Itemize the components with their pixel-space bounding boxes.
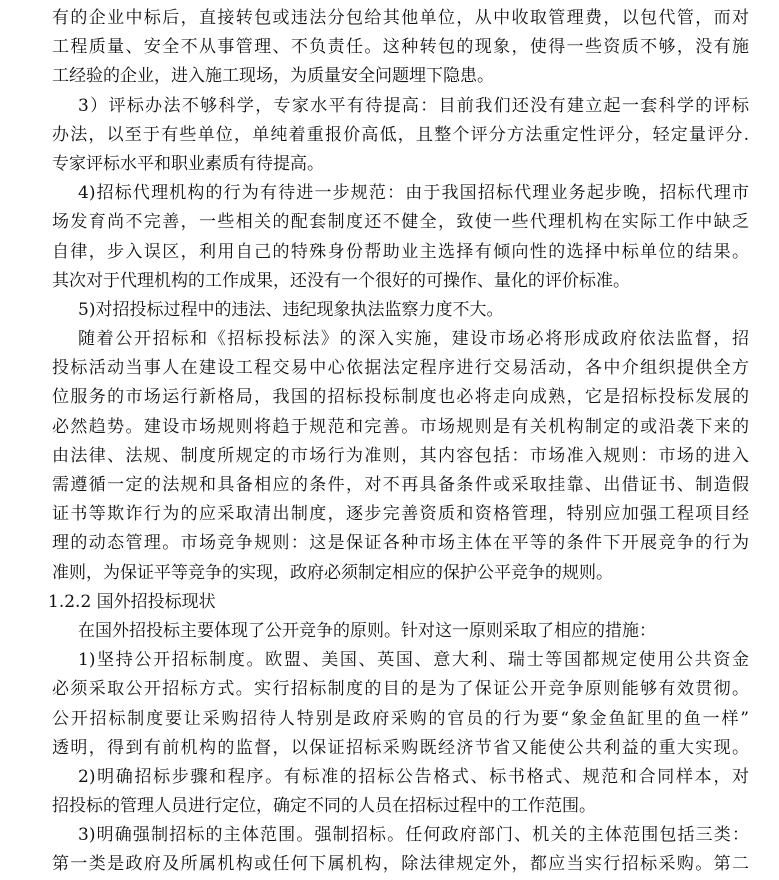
- text-line: 专家评标水平和职业素质有待提高。: [52, 153, 324, 174]
- text-line: 公开招标制度要让采购招待人特别是政府采购的官员的行为要“象金鱼缸里的鱼一样”: [52, 708, 749, 729]
- text-line: 证书等欺诈行为的应采取清出制度，逐步完善资质和资格管理，特别应加强工程项目经: [52, 504, 749, 525]
- text-line: 必须采取公开招标方式。实行招标制度的目的是为了保证公开竞争原则能够有效贯彻。: [52, 679, 749, 700]
- text-line: 透明，得到有前机构的监督，以保证招标采购既经济节省又能使公共利益的重大实现。: [52, 737, 749, 758]
- text-line: 理的动态管理。市场竞争规则：这是保证各种市场主体在平等的条件下开展竞争的行为: [52, 533, 749, 554]
- text-line: 工程质量、安全不从事管理、不负责任。这种转包的现象，使得一些资质不够，没有施: [52, 37, 749, 58]
- text-line: 工经验的企业，进入施工现场，为质量安全问题埋下隐患。: [52, 66, 494, 87]
- text-line: 在国外招投标主要体现了公开竞争的原则。针对这一原则采取了相应的措施：: [78, 620, 656, 641]
- text-line: 1)坚持公开招标制度。欧盟、美国、英国、意大利、瑞士等国都规定使用公共资金: [78, 650, 749, 671]
- text-line: 3）评标办法不够科学，专家水平有待提高：目前我们还没有建立起一套科学的评标: [78, 95, 749, 116]
- text-line: 投标活动当事人在建设工程交易中心依据法定程序进行交易活动，各中介组织提供全方: [52, 358, 749, 379]
- text-line: 有的企业中标后，直接转包或违法分包给其他单位，从中收取管理费，以包代管，而对: [52, 8, 749, 28]
- text-line: 5)对招投标过程中的违法、违纪现象执法监察力度不大。: [78, 299, 504, 320]
- text-line: 自律，步入误区，利用自己的特殊身份帮助业主选择有倾向性的选择中标单位的结果。: [52, 241, 749, 262]
- text-line: 其次对于代理机构的工作成果，还没有一个很好的可操作、量化的评价标准。: [52, 270, 630, 291]
- text-line: 3)明确强制招标的主体范围。强制招标。任何政府部门、机关的主体范围包括三类：: [78, 825, 749, 846]
- text-line: 办法，以至于有些单位，单纯着重报价高低，且整个评分方法重定性评分，轻定量评分.: [52, 124, 749, 145]
- text-line: 场发育尚不完善，一些相关的配套制度还不健全，致使一些代理机构在实际工作中缺乏: [52, 212, 749, 233]
- text-line: 第一类是政府及所属机构或任何下属机构，除法律规定外，都应当实行招标采购。第二: [52, 854, 749, 875]
- text-line: 4)招标代理机构的行为有待进一步规范：由于我国招标代理业务起步晚，招标代理市: [78, 183, 749, 204]
- text-line: 2)明确招标步骤和程序。有标准的招标公告格式、标书格式、规范和合同样本，对: [78, 766, 749, 787]
- text-line: 准则，为保证平等竞争的实现，政府必须制定相应的保护公平竞争的规则。: [52, 562, 613, 583]
- document-body: [48, 4, 749, 880]
- text-line: 招投标的管理人员进行定位，确定不同的人员在招标过程中的工作范围。: [52, 796, 596, 817]
- text-line: 随着公开招标和《招标投标法》的深入实施，建设市场必将形成政府依法监督，招: [78, 329, 749, 350]
- text-line: 需遵循一定的法规和具备相应的条件，对不再具备条件或采取挂靠、出借证书、制造假: [52, 475, 749, 495]
- text-line: 由法律、法规、制度所规定的市场行为准则，其内容包括：市场准入规则：市场的进入: [52, 445, 749, 466]
- text-line: 必然趋势。建设市场规则将趋于规范和完善。市场规则是有关机构制定的或沿袭下来的: [52, 416, 749, 437]
- section-heading: 1.2.2 国外招投标现状: [48, 591, 216, 612]
- text-line: 位服务的市场运行新格局，我国的招标投标制度也必将走向成熟，它是招标投标发展的: [52, 387, 749, 408]
